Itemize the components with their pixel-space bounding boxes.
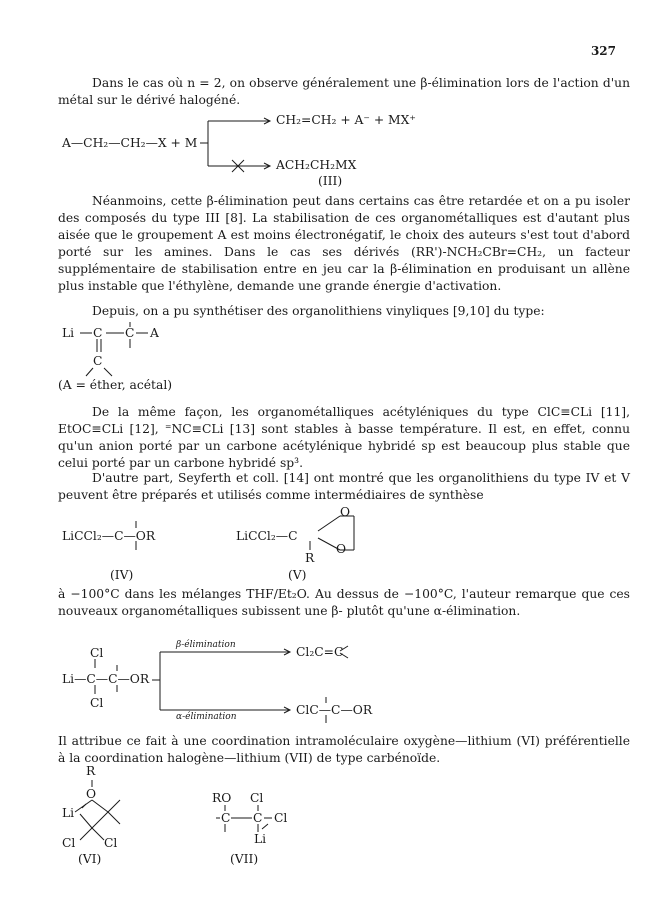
- eq2-product-bottom: ClC—C—OR: [296, 703, 373, 717]
- structure-vii-li: Li: [254, 832, 267, 846]
- eq2-reactant: Li—C—C—OR: [62, 672, 150, 686]
- paragraph-7: Il attribue ce fait à une coordination intramoléculaire oxygène—lithium (VI) préférentielle à la coordination halogène—lithium (VII) de type carbénoïde.: [58, 734, 630, 765]
- structure-v-r: R: [305, 551, 315, 565]
- paragraph-5: D'autre part, Seyferth et coll. [14] ont montré que les organolithiens du type IV et V peuvent être préparés et utilisés comme intermédiaires de synthèse: [58, 471, 630, 502]
- eq1-product-top: CH₂=CH₂ + A⁻ + MX⁺: [276, 113, 416, 127]
- eq2-beta-label: β-élimination: [176, 640, 236, 650]
- structure-v-label: (V): [288, 568, 307, 582]
- paragraph-4: De la même façon, les organométalliques acétyléniques du type ClC≡CLi [11], EtOC≡CLi [12], ⁼NC≡CLi [13] sont stables à basse température. Il est, en effet, connu qu'un anion porté par un carbone acétylénique hybridé sp est beaucoup plus stable que celui porté par un carbone hybridé sp³.: [58, 405, 630, 470]
- structure-vii-label: (VII): [230, 852, 259, 866]
- eq2-cl-top: Cl: [90, 646, 104, 660]
- structure-v-formula: LiCCl₂—C: [236, 529, 298, 543]
- eq1-arrows: [200, 118, 270, 172]
- eq2-product-top: Cl₂C=C: [296, 645, 344, 659]
- vinyl-c1: C: [93, 326, 103, 340]
- structure-vii-ro: RO: [212, 791, 232, 805]
- vinyl-a: A: [150, 326, 159, 340]
- vinyl-note: (A = éther, acétal): [58, 378, 173, 392]
- structure-v-o-top: O: [340, 505, 351, 519]
- structure-vi-cl-left: Cl: [62, 836, 76, 850]
- structure-vi-r: R: [86, 764, 96, 778]
- structure-v-o-bottom: O: [336, 542, 347, 556]
- vinyl-li: Li: [62, 326, 75, 340]
- eq1-product-bottom: ACH₂CH₂MX: [276, 158, 357, 172]
- vinyl-c2: C: [125, 326, 135, 340]
- page-number: 327: [590, 44, 616, 58]
- paragraph-2: Néanmoins, cette β-élimination peut dans certains cas être retardée et on a pu isoler des composés du type III [8]. La stabilisation de ces organométalliques est d'autant plus aisée que le groupement A est moins électronégatif, le choix des auteurs s'est tout d'abord porté sur les amines. Dans le cas ses dérivés (RR')-NCH₂CBr=CH₂, un facteur supplémentaire de stabilisation entre en jeu car la β-élimination en produisant un allène plus instable que l'éthylène, demande une grande énergie d'activation.: [58, 194, 630, 293]
- eq1-label: (III): [318, 174, 343, 188]
- structure-vi-bonds: [75, 780, 120, 840]
- structure-iv-formula: LiCCl₂—C—OR: [62, 529, 156, 543]
- structure-vi-o: O: [86, 787, 97, 801]
- structure-vii-cl-top: Cl: [250, 791, 264, 805]
- structure-vi-li: Li: [62, 806, 75, 820]
- structure-vii-cl-right: Cl: [274, 811, 288, 825]
- structure-iv-label: (IV): [110, 568, 134, 582]
- structure-v-bonds: [310, 516, 354, 550]
- structure-vii-c1: C: [221, 811, 231, 825]
- vinyl-structure: [80, 322, 148, 376]
- paragraph-1: Dans le cas où n = 2, on observe généralement une β-élimination lors de l'action d'un métal sur le dérivé halogéné.: [58, 76, 630, 107]
- paragraph-6: à −100°C dans les mélanges THF/Et₂O. Au dessus de −100°C, l'auteur remarque que ces nouveaux organométalliques subissent une β- plutôt qu'une α-élimination.: [58, 587, 630, 618]
- structure-vii-c2: C: [253, 811, 263, 825]
- vinyl-c3: C: [93, 354, 103, 368]
- structure-vi-cl-right: Cl: [104, 836, 118, 850]
- eq1-reactant: A—CH₂—CH₂—X + M: [62, 136, 198, 150]
- structure-vi-label: (VI): [78, 852, 102, 866]
- eq2-cl-bottom: Cl: [90, 696, 104, 710]
- eq2-alpha-label: α-élimination: [176, 712, 237, 722]
- paragraph-3: Depuis, on a pu synthétiser des organolithiens vinyliques [9,10] du type:: [92, 304, 545, 318]
